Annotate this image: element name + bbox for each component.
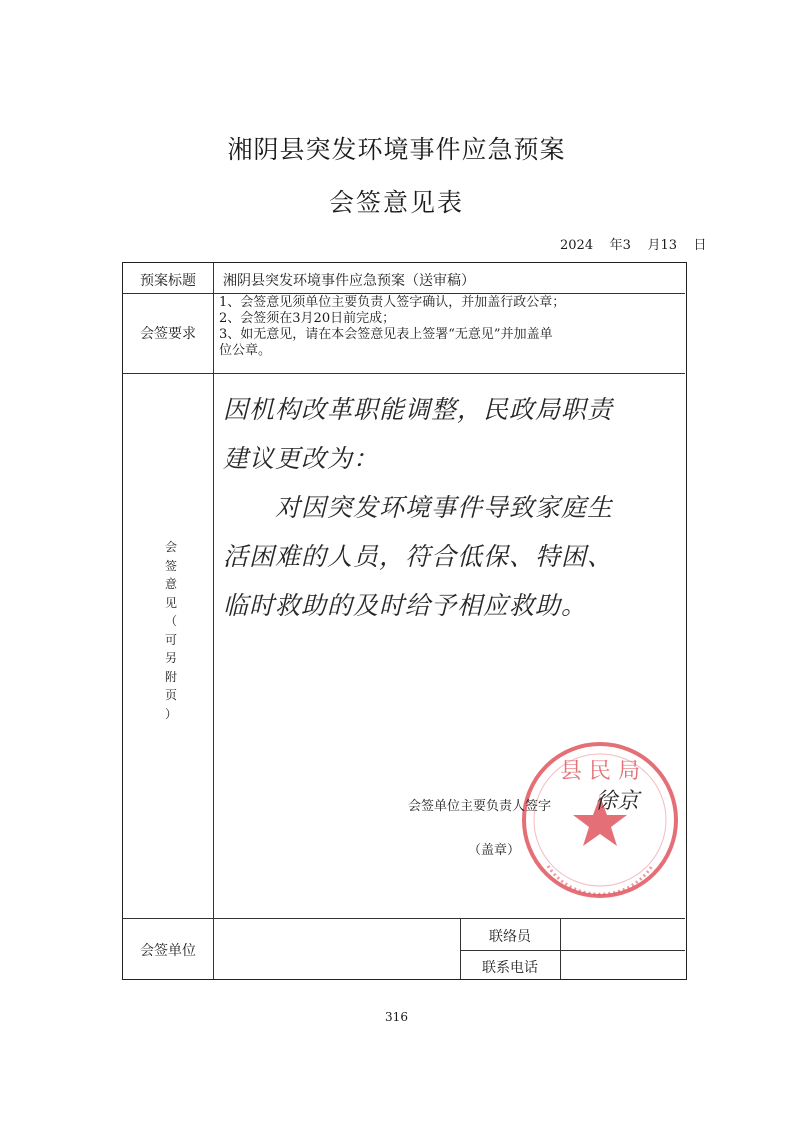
handwriting-line: 临时救助的及时给予相应救助。	[223, 591, 588, 620]
handwriting-line: 对因突发环境事件导致家庭生	[275, 493, 614, 522]
requirement-item: 1、会签意见须单位主要负责人签字确认，并加盖行政公章；	[219, 295, 566, 310]
requirements-list	[219, 295, 679, 359]
row-divider	[460, 950, 685, 951]
row-divider	[123, 373, 685, 374]
row-divider	[123, 293, 685, 294]
column-divider	[213, 263, 214, 979]
plan-title-value: 湘阴县突发环境事件应急预案（送审稿）	[223, 273, 475, 289]
handwritten-opinion	[223, 385, 683, 630]
seal-label: （盖章）	[468, 843, 521, 858]
stamp-text: 县 民 局	[560, 759, 640, 784]
phone-label: 联系电话	[482, 960, 538, 976]
handwriting-line: 建议更改为：	[223, 444, 380, 473]
unit-label: 会签单位	[140, 943, 196, 959]
document-title: 湘阴县突发环境事件应急预案	[227, 135, 566, 164]
page-number: 316	[385, 1010, 408, 1024]
requirements-label: 会签要求	[140, 326, 196, 342]
row-divider	[123, 918, 685, 919]
date-line	[560, 234, 707, 253]
contact-label: 联络员	[489, 929, 531, 945]
requirement-item: 3、如无意见，请在本会签意见表上签署“无意见”并加盖单	[219, 327, 553, 342]
plan-title-label: 预案标题	[140, 273, 196, 289]
official-seal	[518, 738, 683, 903]
requirement-item: 2、会签须在3月20日前完成；	[219, 311, 396, 326]
signer-label: 会签单位主要负责人签字	[408, 799, 552, 814]
document-subtitle: 会签意见表	[328, 188, 464, 217]
countersign-form	[122, 262, 687, 980]
handwriting-line: 活困难的人员，符合低保、特困、	[223, 542, 614, 571]
requirement-item: 位公章。	[219, 343, 272, 358]
opinion-label: 会 签 意 见 （ 可 另 附 页 ）	[164, 540, 177, 721]
date-month-unit: 月13	[647, 238, 677, 253]
handwriting-line: 因机构改革职能调整，民政局职责	[223, 395, 614, 424]
column-divider	[560, 918, 561, 979]
date-year-unit: 年3	[609, 238, 631, 253]
date-day-unit: 日	[693, 238, 707, 253]
handwritten-signature: 徐京	[595, 789, 640, 814]
date-year: 2024	[560, 238, 594, 253]
